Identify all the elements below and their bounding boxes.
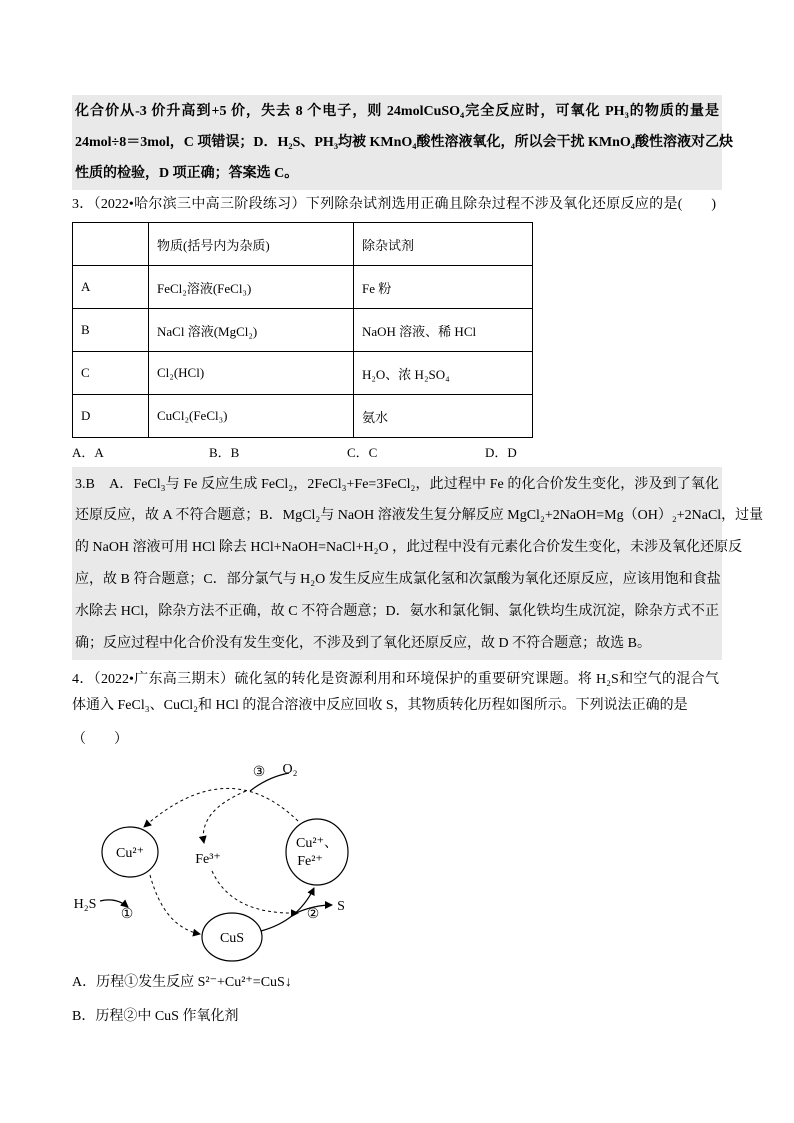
step-3-marker: ③: [252, 765, 266, 780]
s-label: S: [337, 899, 345, 914]
table-cell: NaCl 溶液(MgCl₂): [149, 309, 354, 352]
cu2-fe2-label-line-1: Cu²⁺、: [296, 836, 338, 851]
answer-1-line-3: 性质的检验，D 项正确；答案选 C。: [75, 166, 299, 181]
question-4-stem-line-1: 4．（2022•广东高三期末）硫化氢的转化是资源利用和环境保护的重要研究课题。将 H₂S和空气的混合气: [72, 672, 719, 687]
arrow-fe3-to-step2: [212, 871, 298, 913]
table-row: [73, 266, 533, 309]
step-1-marker: ①: [120, 907, 134, 922]
table-header-row: [73, 223, 533, 266]
question-4-option-a: A．历程①发生反应 S²⁻+Cu²⁺=CuS↓: [72, 975, 292, 990]
answer-explanation-block-1: [72, 95, 733, 190]
answer-1-line-1: 化合价从-3 价升高到+5 价，失去 8 个电子，则 24molCuSO₄完全反应时，可氧化 PH₃的物质的量是: [75, 104, 719, 119]
table-cell: Fe 粉: [354, 266, 533, 309]
answer-3-line-3: 的 NaOH 溶液可用 HCl 除去 HCl+NaOH=NaCl+H₂O ，此过程中没有元素化合价发生变化，未涉及氧化还原反: [75, 540, 743, 555]
cu2-fe2-label-line-2: Fe²⁺: [297, 854, 323, 869]
answer-3-line-5: 水除去 HCl，除杂方法不正确，故 C 不符合题意；D．氨水和氯化铜、氯化铁均生成沉淀，除杂方式不正: [75, 604, 719, 619]
table-header-cell: 物质(括号内为杂质): [149, 223, 354, 266]
answer-3-line-6: 确；反应过程中化合价没有发生变化，不涉及到了氧化还原反应，故 D 不符合题意；故选 B。: [75, 636, 651, 651]
answer-1-line-2: 24mol÷8＝3mol，C 项错误；D．H₂S、PH₃均被 KMnO₄酸性溶液氧化，所以会干扰 KMnO₄酸性溶液对乙炔: [75, 135, 733, 150]
step-2-marker: ②: [306, 907, 320, 922]
table-cell: D: [73, 395, 149, 438]
reaction-cycle-diagram: [60, 755, 360, 970]
table-cell: B: [73, 309, 149, 352]
table-row: [73, 309, 533, 352]
o2-label: O₂: [282, 762, 298, 777]
table-cell: A: [73, 266, 149, 309]
question-3-option-a: A．A: [72, 445, 104, 460]
answer-3-line-1: 3.B A．FeCl₃与 Fe 反应生成 FeCl₂，2FeCl₃+Fe=3FeCl₂，此过程中 Fe 的化合价发生变化，涉及到了氧化: [75, 477, 719, 492]
cu2-fe2-circle: [286, 819, 348, 885]
answer-3-line-2: 还原反应，故 A 不符合题意；B．MgCl₂与 NaOH 溶液发生复分解反应 MgCl₂+2NaOH=Mg（OH）₂+2NaCl，过量: [75, 508, 764, 523]
table-row: [73, 395, 533, 438]
table-cell: 氨水: [354, 395, 533, 438]
table-cell: NaOH 溶液、稀 HCl: [354, 309, 533, 352]
arrow-cu2-to-cus: [150, 875, 200, 934]
h2s-label: H₂S: [73, 897, 97, 912]
table-header-cell: 除杂试剂: [354, 223, 533, 266]
answer-explanation-block-3: [72, 467, 764, 660]
arrow-h2s-input: [100, 900, 128, 907]
question-3-stem: 3．（2022•哈尔滨三中高三阶段练习）下列除杂试剂选用正确且除杂过程不涉及氧化还原反应的是( ): [72, 197, 716, 212]
table-cell: H₂O、浓 H₂SO₄: [354, 352, 533, 395]
table-cell: Cl₂(HCl): [149, 352, 354, 395]
question-3-option-c: C．C: [347, 445, 378, 460]
question-4-option-b: B．历程②中 CuS 作氧化剂: [72, 1009, 239, 1024]
cu2-label: Cu²⁺: [116, 846, 144, 861]
question-3-table: [72, 222, 533, 438]
question-3-option-b: B．B: [209, 445, 240, 460]
arrow-to-fe3: [203, 791, 246, 843]
question-4-stem-line-2: 体通入 FeCl₃、CuCl₂和 HCl 的混合溶液中反应回收 S，其物质转化历程如图所示。下列说法正确的是: [72, 698, 688, 713]
question-3-option-d: D．D: [485, 445, 517, 460]
table-cell: CuCl₂(FeCl₃): [149, 395, 354, 438]
answer-3-line-4: 应，故 B 符合题意；C．部分氯气与 H₂O 发生反应生成氯化氢和次氯酸为氧化还原反应，应该用饱和食盐: [75, 572, 721, 587]
question-4-stem-line-3: （ ）: [72, 732, 128, 747]
table-row: [73, 352, 533, 395]
table-header-cell: [73, 223, 149, 266]
arrow-regenerate-cu2: [144, 788, 298, 827]
fe3-label: Fe³⁺: [195, 852, 221, 867]
table-cell: C: [73, 352, 149, 395]
cus-label: CuS: [219, 931, 245, 946]
table-cell: FeCl₂溶液(FeCl₃): [149, 266, 354, 309]
